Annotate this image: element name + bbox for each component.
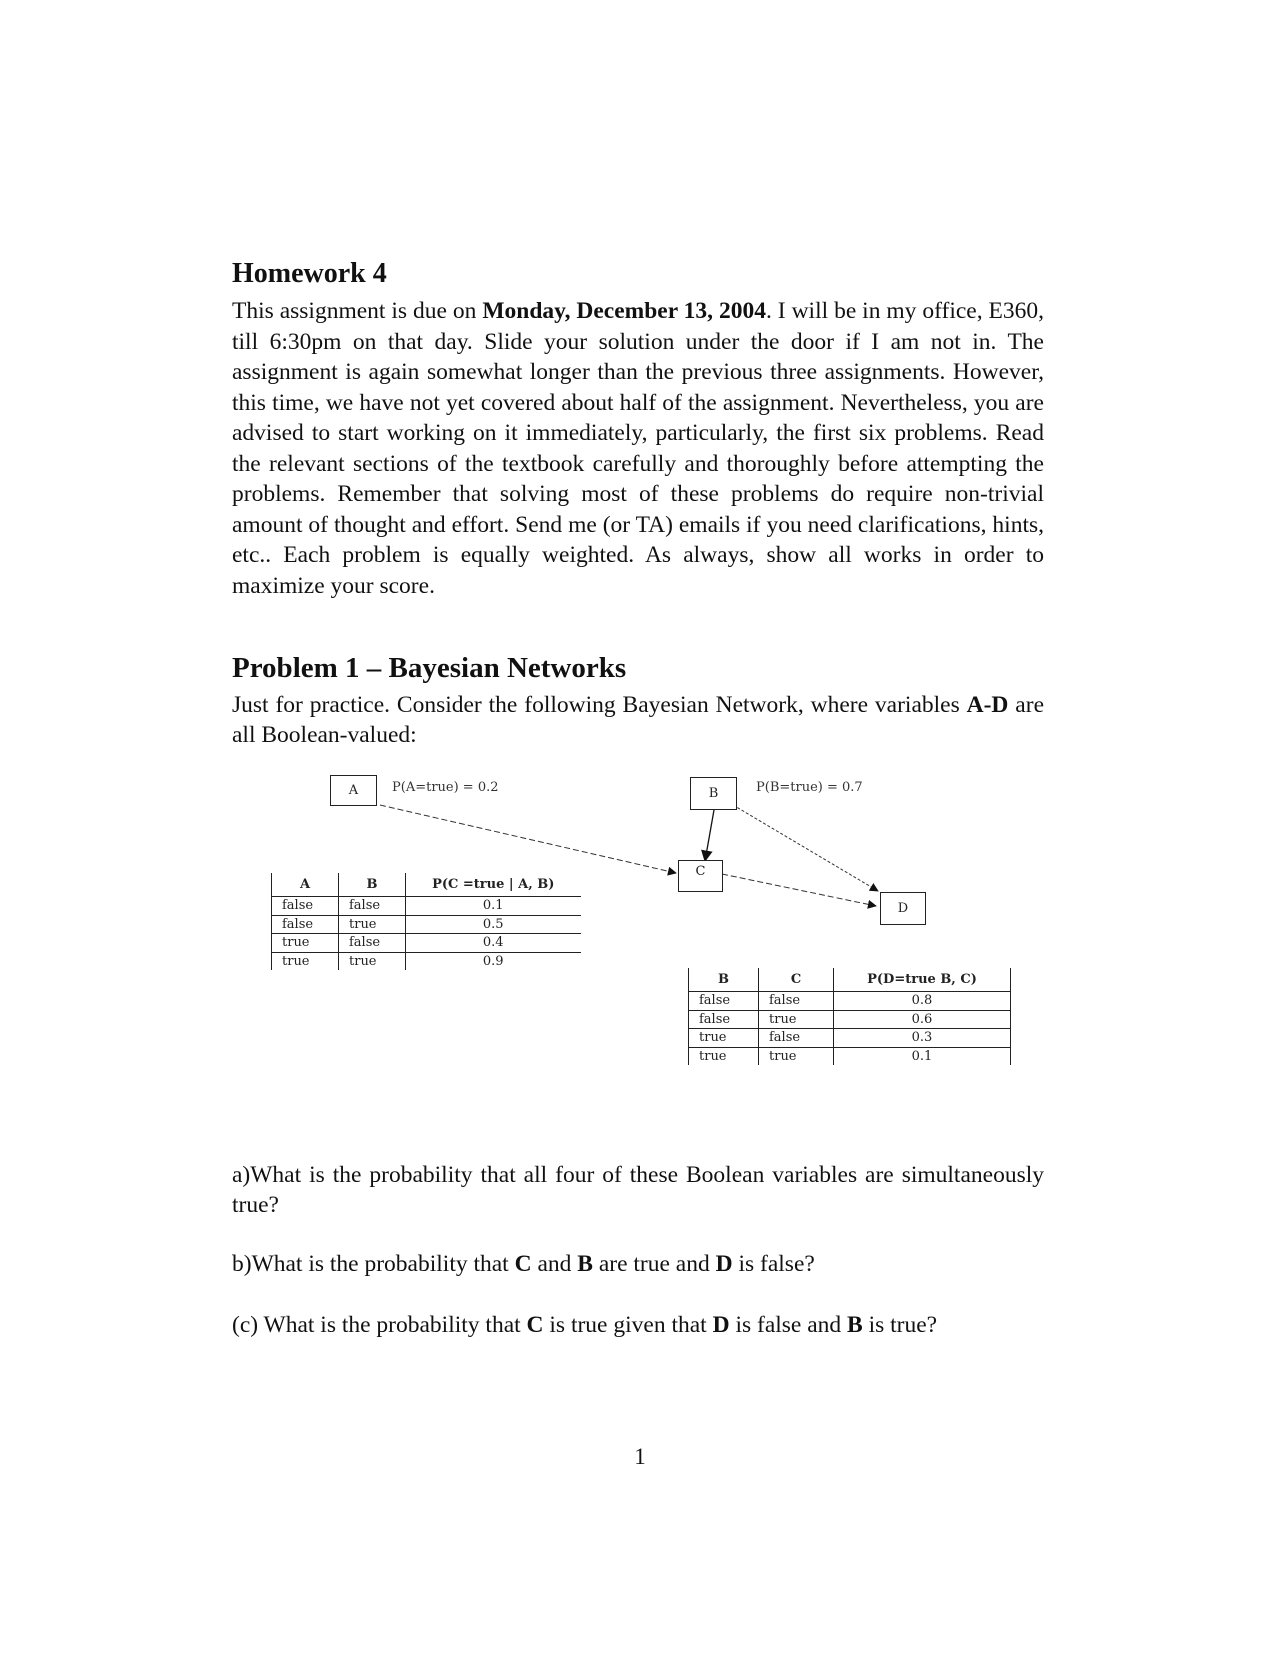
cpt-d-prob-cell: 0.6 <box>834 1010 1011 1029</box>
cpt-d-row <box>689 1047 1011 1065</box>
cpt-c-value-cell: false <box>339 897 406 916</box>
cpt-c-value-cell: true <box>339 915 406 934</box>
cpt-d-header-row <box>689 968 1011 992</box>
cpt-d-value-cell: false <box>759 1029 834 1048</box>
intro-text: Just for practice. Consider the following Bayesian Network, where variables <box>232 692 967 718</box>
edge-b-to-d <box>733 805 878 891</box>
cpt-c-prob-cell: 0.1 <box>406 897 581 916</box>
problem-1-intro <box>232 690 1044 750</box>
question-c-var-c: C <box>526 1311 544 1338</box>
edge-c-to-d <box>722 874 876 906</box>
question-b-text: are true and <box>592 1250 716 1277</box>
problem-1-title: Problem 1 – Bayesian Networks <box>232 652 627 684</box>
cpt-d-header-b: B <box>689 968 759 992</box>
prior-a-label: P(A=true) = 0.2 <box>392 780 499 795</box>
cpt-d-prob-cell: 0.8 <box>834 992 1011 1011</box>
cpt-c-row <box>272 952 581 970</box>
cpt-d-value-cell: false <box>759 992 834 1011</box>
due-date: Monday, December 13, 2004 <box>482 298 766 324</box>
cpt-c-row <box>272 934 581 953</box>
cpt-d-header-c: C <box>759 968 834 992</box>
question-c-var-b: B <box>847 1311 863 1338</box>
cpt-c-row <box>272 915 581 934</box>
intro-rest: . I will be in my office, E360, till 6:30pm on that day. Slide your solution under the door if I am not in. The assignment is again somewhat longer than the previous three assignments. However, this time, we have not yet covered about half of the assignment. Nevertheless, you are advised to start working on it immediately, particularly, the first six problems. Read the relevant sections of the textbook carefully and thoroughly before attempting the problems. Remember that solving most of these problems do require non-trivial amount of thought and effort. Send me (or TA) emails if you need clarifications, hints, etc.. Each problem is equally weighted. As always, show all works in order to maximize your score. <box>232 298 1045 599</box>
question-c-text: (c) What is the probability that <box>232 1311 527 1338</box>
question-b-var-b: B <box>577 1250 593 1277</box>
homework-intro <box>232 296 1044 601</box>
cpt-d-row <box>689 992 1011 1011</box>
edge-a-to-c <box>380 805 676 873</box>
cpt-c-header-b: B <box>339 873 406 897</box>
question-c-text: is false and <box>729 1311 848 1338</box>
cpt-d-value-cell: false <box>689 992 759 1011</box>
question-a: a)What is the probability that all four of these Boolean variables are simultaneously true? <box>232 1161 1044 1218</box>
cpt-d-value-cell: true <box>689 1029 759 1048</box>
question-b-var-c: C <box>514 1250 532 1277</box>
cpt-d-value-cell: true <box>759 1047 834 1065</box>
intro-text-end: are all Boolean-valued: <box>232 692 1044 748</box>
cpt-d-prob-cell: 0.3 <box>834 1029 1011 1048</box>
question-b-text: b)What is the probability that <box>232 1250 515 1277</box>
cpt-c-value-cell: false <box>272 915 339 934</box>
question-c <box>232 1310 1044 1340</box>
question-b-text: and <box>531 1250 578 1277</box>
node-a: A <box>330 775 377 806</box>
question-b-text: is false? <box>732 1250 815 1277</box>
node-c: C <box>678 860 723 892</box>
cpt-d-prob-cell: 0.1 <box>834 1047 1011 1065</box>
edge-b-to-c <box>705 810 714 861</box>
cpt-c-row <box>272 897 581 916</box>
cpt-c-prob-cell: 0.4 <box>406 934 581 953</box>
cpt-d-row <box>689 1029 1011 1048</box>
cpt-c-value-cell: false <box>339 934 406 953</box>
page-number: 1 <box>634 1444 646 1469</box>
cpt-d-value-cell: true <box>689 1047 759 1065</box>
cpt-c-value-cell: true <box>339 952 406 970</box>
question-c-text: is true given that <box>543 1311 713 1338</box>
question-b-var-d: D <box>715 1250 733 1277</box>
node-d: D <box>880 892 926 925</box>
cpt-c-header-prob: P(C =true | A, B) <box>432 877 555 892</box>
node-b: B <box>690 777 737 810</box>
cpt-c-value-cell: true <box>272 952 339 970</box>
cpt-c-table <box>271 873 581 970</box>
cpt-d-value-cell: true <box>759 1010 834 1029</box>
cpt-c-value-cell: false <box>272 897 339 916</box>
cpt-c-value-cell: true <box>272 934 339 953</box>
prior-b-label: P(B=true) = 0.7 <box>756 780 863 795</box>
question-c-var-d: D <box>712 1311 730 1338</box>
cpt-d-header-prob: P(D=true B, C) <box>834 968 1011 992</box>
question-c-text: is true? <box>862 1311 938 1338</box>
cpt-c-header-a: A <box>272 873 339 897</box>
cpt-c-prob-cell: 0.5 <box>406 915 581 934</box>
intro-lead: This assignment is due on <box>232 298 483 324</box>
cpt-c-prob-cell: 0.9 <box>406 952 581 970</box>
cpt-d-value-cell: false <box>689 1010 759 1029</box>
intro-variables: A-D <box>966 692 1009 718</box>
cpt-c-header-row <box>272 873 581 897</box>
cpt-d-row <box>689 1010 1011 1029</box>
homework-title: Homework 4 <box>232 258 387 289</box>
cpt-d-table <box>688 968 1011 1065</box>
question-b <box>232 1249 1044 1279</box>
